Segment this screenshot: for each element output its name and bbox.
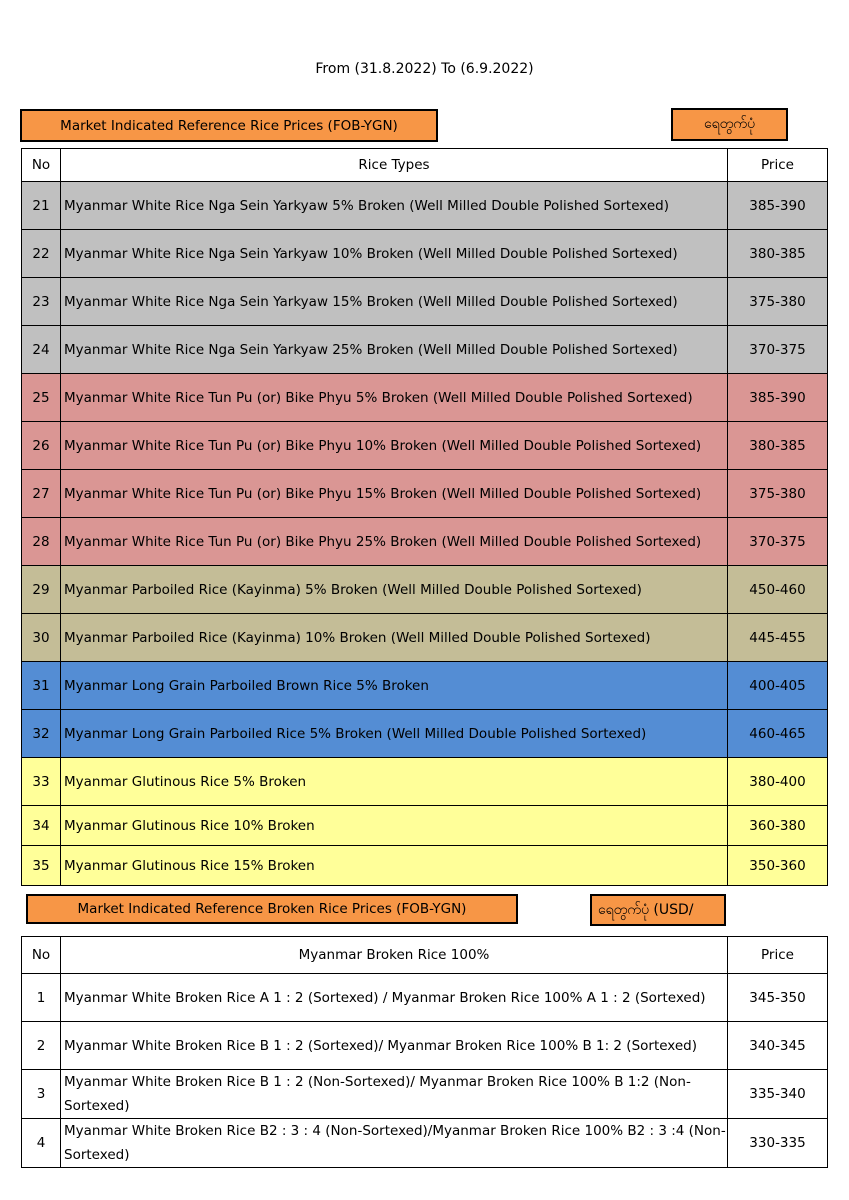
- row-rice-type: Myanmar White Rice Tun Pu (or) Bike Phyu 10% Broken (Well Milled Double Polished Sortexed): [61, 422, 728, 470]
- row-rice-type: Myanmar Parboiled Rice (Kayinma) 10% Broken (Well Milled Double Polished Sortexed): [61, 614, 728, 662]
- row-price: 460-465: [728, 710, 828, 758]
- table-row: [22, 422, 828, 470]
- section2-unit-box: [590, 894, 726, 926]
- row-price: 340-345: [728, 1022, 828, 1070]
- table-row: [22, 1022, 828, 1070]
- row-no: 25: [22, 374, 61, 422]
- row-no: 30: [22, 614, 61, 662]
- table-row: [22, 1119, 828, 1168]
- header-price: Price: [728, 149, 828, 182]
- row-price: 380-385: [728, 422, 828, 470]
- row-price: 450-460: [728, 566, 828, 614]
- row-no: 23: [22, 278, 61, 326]
- row-no: 33: [22, 758, 61, 806]
- row-no: 22: [22, 230, 61, 278]
- table-row: [22, 278, 828, 326]
- rice-prices-table: [21, 148, 828, 886]
- row-no: 32: [22, 710, 61, 758]
- row-price: 370-375: [728, 518, 828, 566]
- row-no: 26: [22, 422, 61, 470]
- row-price: 385-390: [728, 182, 828, 230]
- table-row: [22, 974, 828, 1022]
- row-no: 24: [22, 326, 61, 374]
- row-rice-type: Myanmar White Broken Rice B2 : 3 : 4 (Non-Sortexed)/Myanmar Broken Rice 100% B2 : 3 :4 (Non-Sortexed): [61, 1119, 728, 1168]
- row-price: 380-385: [728, 230, 828, 278]
- row-price: 375-380: [728, 278, 828, 326]
- row-rice-type: Myanmar White Rice Nga Sein Yarkyaw 10% Broken (Well Milled Double Polished Sortexed): [61, 230, 728, 278]
- row-rice-type: Myanmar White Broken Rice B 1 : 2 (Sortexed)/ Myanmar Broken Rice 100% B 1: 2 (Sortexed): [61, 1022, 728, 1070]
- table-row: [22, 230, 828, 278]
- section2-title: Market Indicated Reference Broken Rice Prices (FOB-YGN): [77, 901, 467, 917]
- header-price: Price: [728, 937, 828, 974]
- table-row: [22, 614, 828, 662]
- row-price: 350-360: [728, 846, 828, 886]
- row-rice-type: Myanmar White Rice Nga Sein Yarkyaw 5% Broken (Well Milled Double Polished Sortexed): [61, 182, 728, 230]
- header-no: No: [22, 937, 61, 974]
- row-rice-type: Myanmar White Rice Tun Pu (or) Bike Phyu 5% Broken (Well Milled Double Polished Sortexed): [61, 374, 728, 422]
- row-no: 1: [22, 974, 61, 1022]
- row-price: 370-375: [728, 326, 828, 374]
- row-rice-type: Myanmar White Rice Nga Sein Yarkyaw 15% Broken (Well Milled Double Polished Sortexed): [61, 278, 728, 326]
- header-rice-types: Rice Types: [61, 149, 728, 182]
- section1-unit-box: [671, 108, 788, 141]
- row-rice-type: Myanmar Long Grain Parboiled Rice 5% Broken (Well Milled Double Polished Sortexed): [61, 710, 728, 758]
- row-rice-type: Myanmar White Rice Tun Pu (or) Bike Phyu 15% Broken (Well Milled Double Polished Sortexed): [61, 470, 728, 518]
- table-header-row: [22, 937, 828, 974]
- date-range: From (31.8.2022) To (6.9.2022): [315, 61, 534, 77]
- row-no: 3: [22, 1070, 61, 1119]
- row-no: 2: [22, 1022, 61, 1070]
- table-row: [22, 470, 828, 518]
- row-no: 27: [22, 470, 61, 518]
- table-row: [22, 1070, 828, 1119]
- row-no: 21: [22, 182, 61, 230]
- table-row: [22, 806, 828, 846]
- row-rice-type: Myanmar Long Grain Parboiled Brown Rice 5% Broken: [61, 662, 728, 710]
- row-price: 385-390: [728, 374, 828, 422]
- section1-title-banner: [20, 109, 438, 142]
- row-rice-type: Myanmar White Rice Nga Sein Yarkyaw 25% Broken (Well Milled Double Polished Sortexed): [61, 326, 728, 374]
- row-rice-type: Myanmar White Broken Rice B 1 : 2 (Non-Sortexed)/ Myanmar Broken Rice 100% B 1:2 (Non-Sortexed): [61, 1070, 728, 1119]
- section1-unit-label: ရေတွက်ပုံ: [704, 116, 755, 132]
- table-row: [22, 758, 828, 806]
- row-price: 445-455: [728, 614, 828, 662]
- row-rice-type: Myanmar White Broken Rice A 1 : 2 (Sortexed) / Myanmar Broken Rice 100% A 1 : 2 (Sortexed): [61, 974, 728, 1022]
- section2-unit-label: ရေတွက်ပုံ (USD/: [598, 901, 694, 918]
- table-row: [22, 374, 828, 422]
- row-price: 380-400: [728, 758, 828, 806]
- table-row: [22, 710, 828, 758]
- header-broken-rice: Myanmar Broken Rice 100%: [61, 937, 728, 974]
- table-row: [22, 662, 828, 710]
- table-row: [22, 326, 828, 374]
- row-no: 4: [22, 1119, 61, 1168]
- row-no: 28: [22, 518, 61, 566]
- table-row: [22, 518, 828, 566]
- row-no: 29: [22, 566, 61, 614]
- row-no: 34: [22, 806, 61, 846]
- row-rice-type: Myanmar Glutinous Rice 10% Broken: [61, 806, 728, 846]
- header-no: No: [22, 149, 61, 182]
- row-price: 360-380: [728, 806, 828, 846]
- row-price: 345-350: [728, 974, 828, 1022]
- row-rice-type: Myanmar Glutinous Rice 15% Broken: [61, 846, 728, 886]
- row-rice-type: Myanmar White Rice Tun Pu (or) Bike Phyu 25% Broken (Well Milled Double Polished Sortexed): [61, 518, 728, 566]
- table-row: [22, 182, 828, 230]
- row-price: 400-405: [728, 662, 828, 710]
- row-price: 335-340: [728, 1070, 828, 1119]
- row-price: 375-380: [728, 470, 828, 518]
- row-rice-type: Myanmar Glutinous Rice 5% Broken: [61, 758, 728, 806]
- table-header-row: [22, 149, 828, 182]
- row-price: 330-335: [728, 1119, 828, 1168]
- table-row: [22, 566, 828, 614]
- section1-title: Market Indicated Reference Rice Prices (FOB-YGN): [60, 117, 398, 134]
- section2-title-banner: [26, 894, 518, 924]
- row-rice-type: Myanmar Parboiled Rice (Kayinma) 5% Broken (Well Milled Double Polished Sortexed): [61, 566, 728, 614]
- row-no: 35: [22, 846, 61, 886]
- row-no: 31: [22, 662, 61, 710]
- table-row: [22, 846, 828, 886]
- broken-rice-prices-table: [21, 936, 828, 1168]
